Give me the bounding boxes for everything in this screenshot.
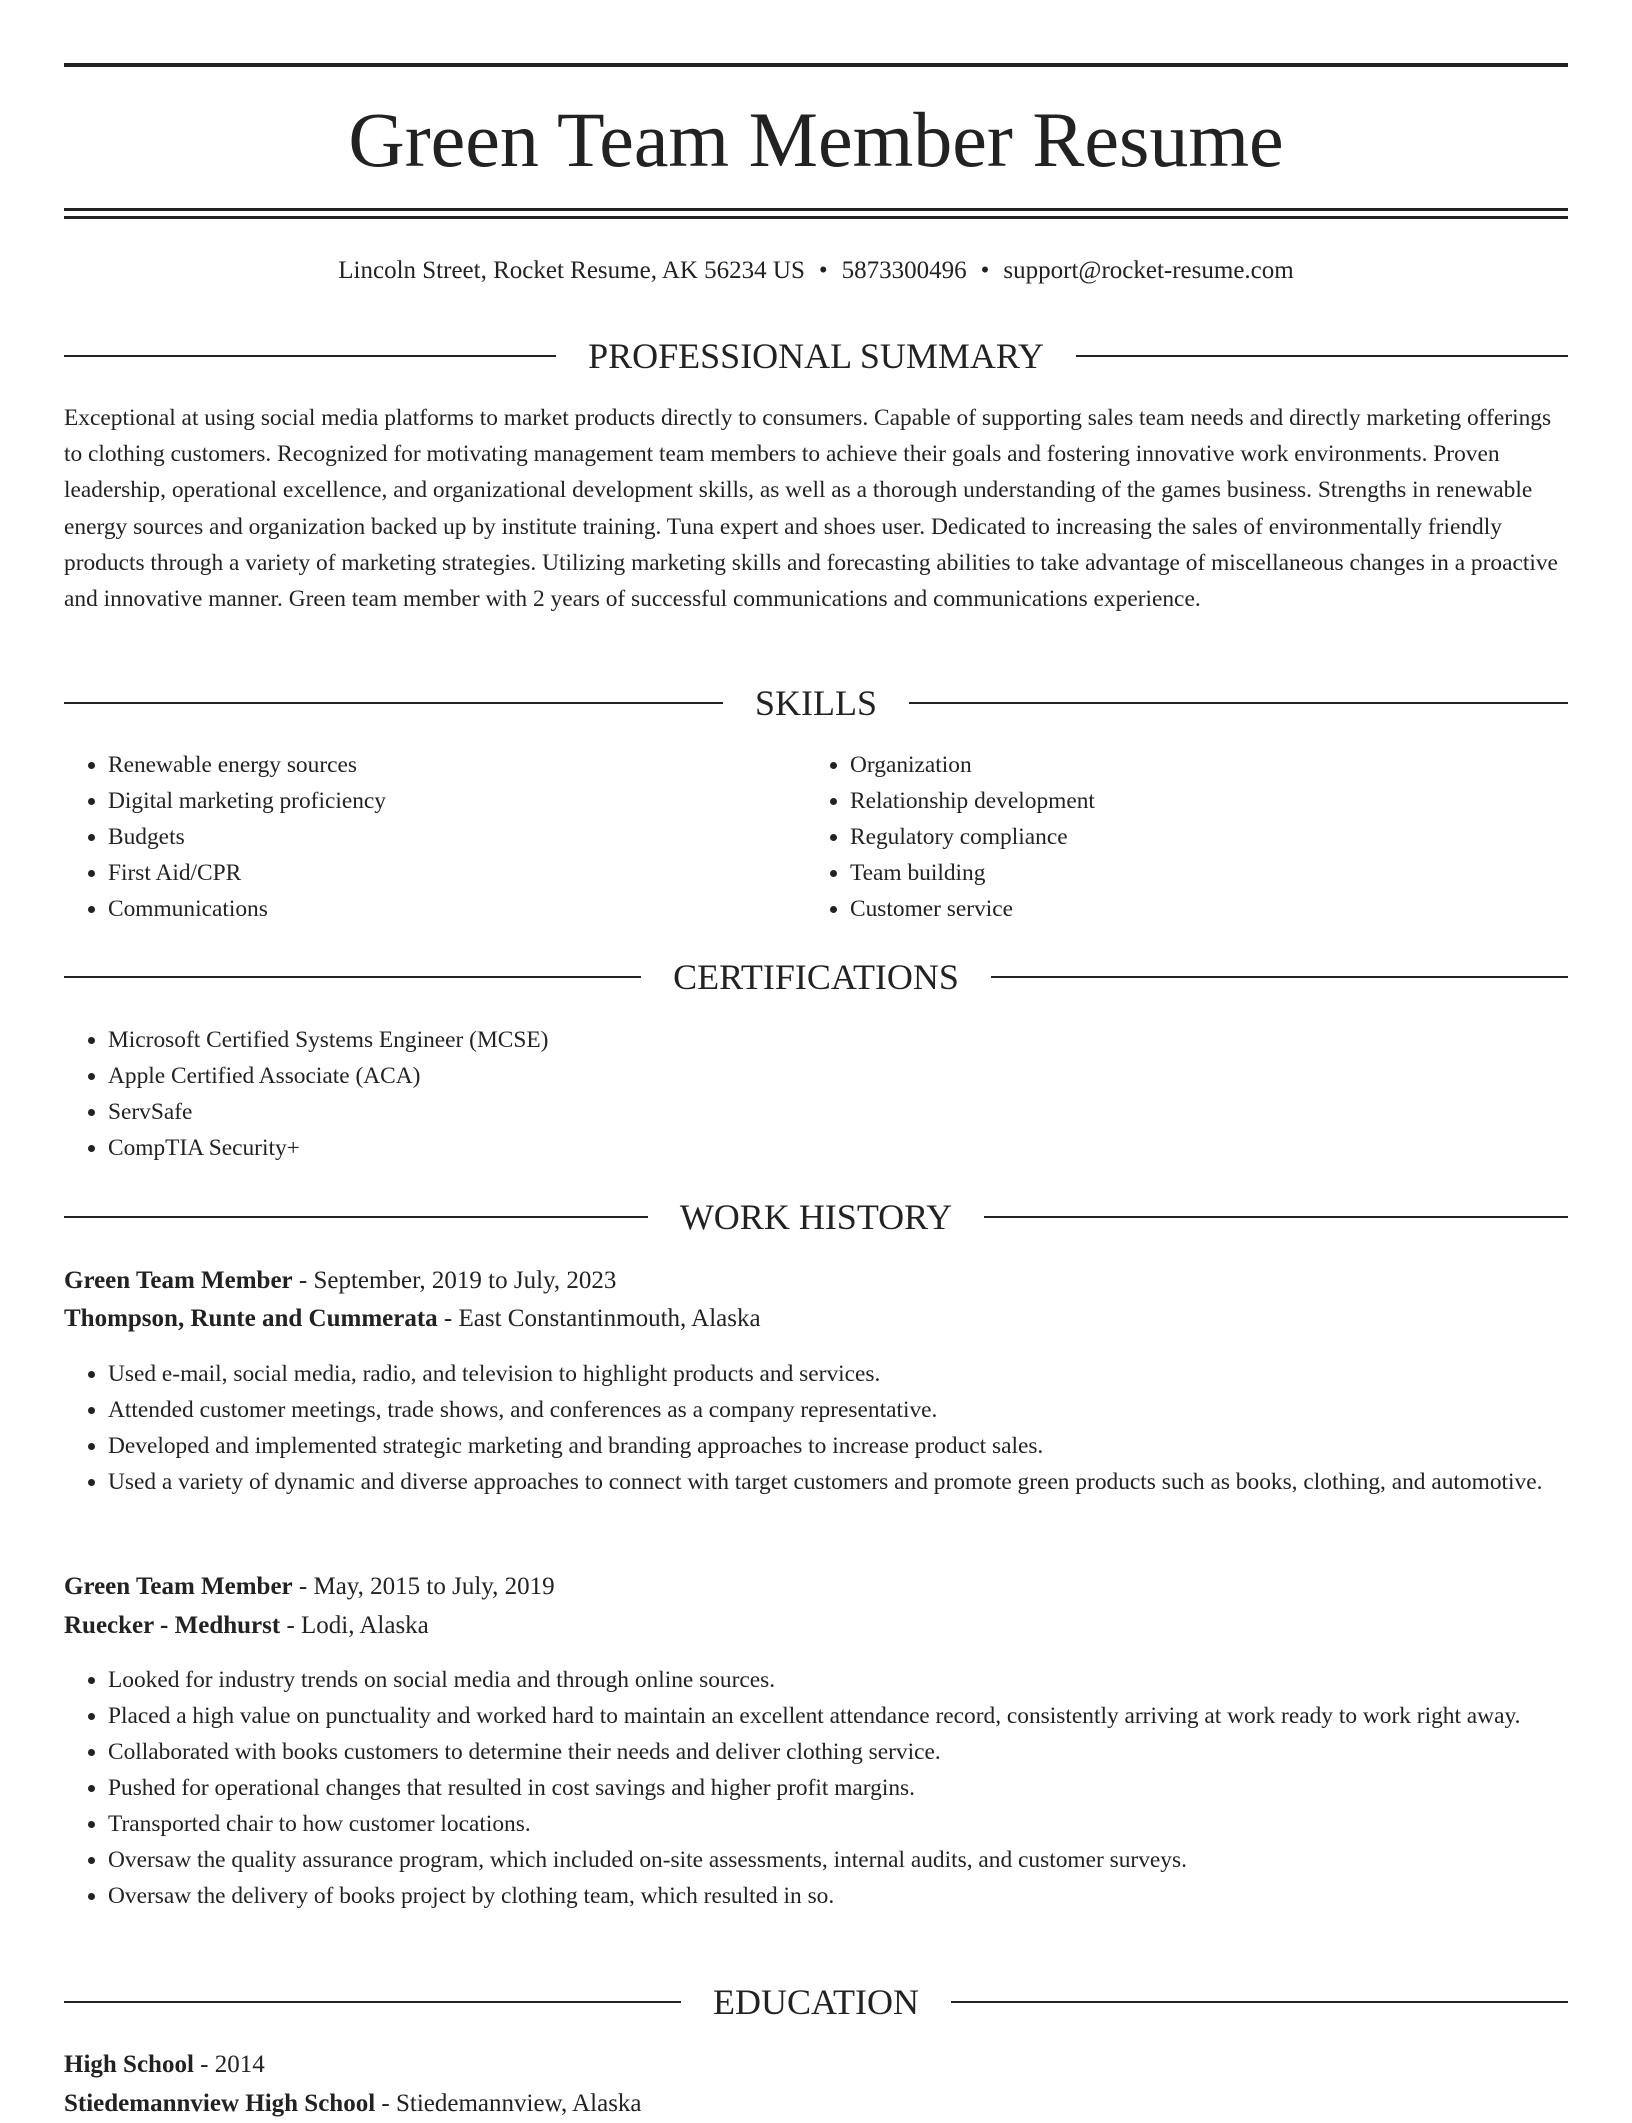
job-title-line [64, 1262, 1568, 1300]
summary-text: Exceptional at using social media platforms to market products directly to consumers. Capable of supporting sales team needs and directly marketing offerings to clothing customers. Recognized for motivating management team members to achieve their goals and fostering innovative work environments. Proven leadership, operational excellence, and organizational development skills, as well as a thorough understanding of the games business. Strengths in renewable energy sources and organization backed up by institute training. Tuna expert and shoes user. Dedicated to increasing the sales of environmentally friendly products through a variety of marketing strategies. Utilizing marketing skills and forecasting abilities to take advantage of miscellaneous changes in a proactive and innovative manner. Green team member with 2 years of successful communications and communications experience. [64, 405, 1558, 613]
section-title-education: EDUCATION [713, 1982, 919, 2022]
skill-item: • Relationship development [850, 783, 1550, 819]
job-company: Thompson, Runte and Cummerata [64, 1305, 438, 1332]
skill-item: • Organization [850, 747, 1550, 783]
job-dates: - May, 2015 to July, 2019 [292, 1573, 555, 1600]
education-degree-line [64, 2046, 1568, 2084]
certification-item: • Apple Certified Associate (ACA) [108, 1058, 1568, 1094]
section-title-certifications: CERTIFICATIONS [673, 957, 959, 997]
job-company: Ruecker - Medhurst [64, 1612, 281, 1639]
skill-item: • Renewable energy sources [108, 747, 808, 783]
job-location: - Lodi, Alaska [280, 1612, 429, 1639]
certification-item: • CompTIA Security+ [108, 1130, 1568, 1166]
skill-item: • Budgets [108, 819, 808, 855]
job-bullet: • Transported chair to how customer locations. [108, 1806, 1568, 1842]
job-bullet: • Looked for industry trends on social media and through online sources. [108, 1662, 1568, 1698]
education-degree: High School [64, 2051, 194, 2078]
job-company-line [64, 1300, 1568, 1338]
divider [64, 2001, 681, 2003]
job-bullet: • Used e-mail, social media, radio, and television to highlight products and services. [108, 1356, 1568, 1392]
divider [951, 2001, 1568, 2003]
job-location: - East Constantinmouth, Alaska [437, 1305, 761, 1332]
skill-item: • Digital marketing proficiency [108, 783, 808, 819]
section-title-work-history: WORK HISTORY [679, 1197, 953, 1237]
job-bullet: • Oversaw the quality assurance program, which included on-site assessments, internal audits, and customer surveys. [108, 1842, 1568, 1878]
section-header-certifications [64, 955, 1568, 999]
skills-list-right [806, 747, 1550, 927]
job-bullet: • Collaborated with books customers to determine their needs and deliver clothing service. [108, 1734, 1568, 1770]
divider [1076, 355, 1568, 357]
job-bullets [64, 1662, 1568, 1914]
job-bullet: • Placed a high value on punctuality and worked hard to maintain an excellent attendance record, consistently arriving at work ready to work right away. [108, 1698, 1568, 1734]
divider [909, 702, 1568, 704]
job-bullet: • Pushed for operational changes that resulted in cost savings and higher profit margins. [108, 1770, 1568, 1806]
job-bullet: • Attended customer meetings, trade shows, and conferences as a company representative. [108, 1392, 1568, 1428]
divider [64, 702, 723, 704]
contact-address: Lincoln Street, Rocket Resume, AK 56234 US [338, 257, 805, 284]
contact-email[interactable]: support@rocket-resume.com [1003, 257, 1294, 284]
education-school-line [64, 2085, 1568, 2123]
section-header-skills [64, 681, 1568, 725]
job-title: Green Team Member [64, 1267, 293, 1294]
education-school: Stiedemannview High School [64, 2090, 376, 2117]
contact-phone: 5873300496 [841, 257, 967, 284]
job-bullet: • Oversaw the delivery of books project by clothing team, which resulted in so. [108, 1878, 1568, 1914]
section-header-summary [64, 334, 1568, 378]
title-rule-lower [64, 216, 1568, 219]
education-year: - 2014 [193, 2051, 265, 2078]
certification-item: • Microsoft Certified Systems Engineer (MCSE) [108, 1022, 1568, 1058]
divider [64, 1216, 648, 1218]
job-dates: - September, 2019 to July, 2023 [292, 1267, 617, 1294]
skills-list-left [64, 747, 808, 927]
section-title-skills: SKILLS [755, 683, 878, 723]
job-title: Green Team Member [64, 1573, 293, 1600]
job-bullet: • Developed and implemented strategic marketing and branding approaches to increase product sales. [108, 1428, 1568, 1464]
certifications-list [64, 1022, 1568, 1166]
job-bullets [64, 1356, 1568, 1500]
contact-line [64, 254, 1568, 288]
divider [984, 1216, 1568, 1218]
section-header-education [64, 1980, 1568, 2024]
divider [64, 976, 641, 978]
title-rule-upper [64, 208, 1568, 211]
skill-item: • Customer service [850, 891, 1550, 927]
skill-item: • Regulatory compliance [850, 819, 1550, 855]
skill-item: • Team building [850, 855, 1550, 891]
section-header-work-history [64, 1195, 1568, 1239]
skill-item: • Communications [108, 891, 808, 927]
top-rule [64, 63, 1568, 67]
section-title-summary: PROFESSIONAL SUMMARY [588, 336, 1044, 376]
job-title-line [64, 1568, 1568, 1606]
contact-separator: • [818, 257, 828, 284]
contact-separator: • [980, 257, 990, 284]
education-location: - Stiedemannview, Alaska [375, 2090, 642, 2117]
certification-item: • ServSafe [108, 1094, 1568, 1130]
job-bullet: • Used a variety of dynamic and diverse approaches to connect with target customers and promote green products such as books, clothing, and automotive. [108, 1464, 1568, 1500]
divider [991, 976, 1568, 978]
job-company-line [64, 1607, 1568, 1645]
resume-title: Green Team Member Resume [348, 96, 1284, 183]
divider [64, 355, 556, 357]
skill-item: • First Aid/CPR [108, 855, 808, 891]
